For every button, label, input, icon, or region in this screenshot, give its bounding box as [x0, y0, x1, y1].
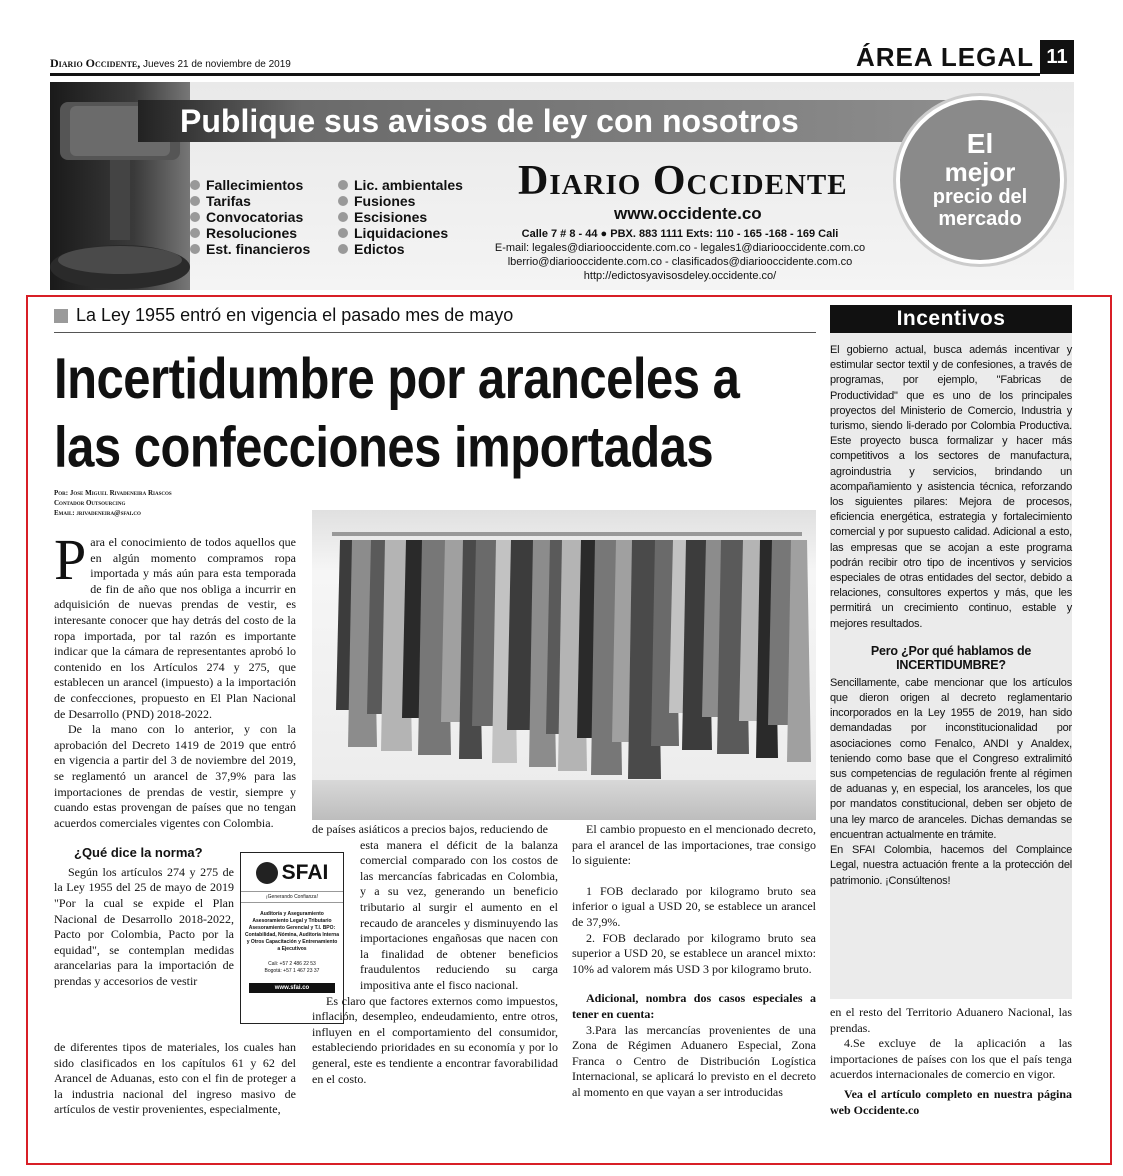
badge-line: mercado	[938, 208, 1022, 230]
web-link[interactable]: http://edictosyavisosdeley.occidente.co/	[583, 270, 777, 282]
byline	[54, 488, 172, 518]
paragraph: El cambio propuesto en el mencionado decreto, para el arancel de las importaciones, trae consigo lo siguiente:	[572, 822, 816, 868]
kicker-square	[54, 309, 68, 323]
list-item: Fusiones	[338, 193, 463, 209]
garments-illustration	[312, 510, 816, 820]
paragraph: 3.Para las mercancías provenientes de una Zona de Régimen Aduanero Especial, Zona Franca o Centro de Distribución Logística Internacional, se aplicará lo previsto en el decreto al momento en que vayan a ser introducidas	[572, 1022, 816, 1099]
email-line-1[interactable]: E-mail: legales@diariooccidente.com.co - legales1@diariooccidente.com.co	[494, 242, 866, 254]
paragraph: en el resto del Territorio Aduanero Nacional, las prendas.	[830, 1005, 1072, 1035]
sidebar-subheading: Pero ¿Por qué hablamos de INCERTIDUMBRE?	[870, 643, 1032, 672]
paragraph: 4.Se excluye de la aplicación a las importaciones de países con los que el país tenga acuerdos internacionales de comercio en vigor.	[830, 1036, 1072, 1082]
article-column-4	[830, 1005, 1072, 1118]
author: Por: Jose Miguel Rivadeneira Riascos	[54, 489, 172, 497]
read-more-cta[interactable]: Vea el artículo completo en nuestra página web Occidente.co	[830, 1086, 1072, 1117]
drop-cap: P	[54, 527, 87, 592]
paragraph-text: ara el conocimiento de todos aquellos que en algún momento compramos ropa importada y más aún para esta temporada de fin de año que nos obliga a incurrir en adquisición de nuevas prendas de vestir, es interesante conocer que hay detrás del costo de la ropa importada, por tal razón es importante indicar que la cámara de representantes aprobó lo contenido en los Artículos 274 y 275, que establecen un arancel (impuesto) a la importación de confecciones, propuesto en El Plan Nacional de Desarrollo (PND) 2018-2022.	[54, 535, 296, 721]
sidebar-title: Incentivos	[830, 305, 1072, 333]
article-column-1-continued	[54, 1040, 296, 1118]
newspaper-url[interactable]: www.occidente.co	[614, 204, 762, 223]
globe-icon	[256, 862, 278, 884]
paragraph: de diferentes tipos de materiales, los cuales han sido clasificados en los capítulos 61 y 62 del Arancel de Aduanas, esto con el fin de proteger a la industria nacional del ingreso masivo de artículos de vestir provenientes, especialmente,	[54, 1040, 296, 1117]
subheading: Adicional, nombra dos casos especiales a tener en cuenta:	[572, 991, 816, 1021]
list-item: Tarifas	[190, 193, 310, 209]
paragraph: El gobierno actual, busca además incentivar y estimular sector textil y de confesiones, a través de programas, por ejemplo, "Fabricas de Productividad" que es uno de los principales proyectos del Ministerio de Comercio, Industria y turismo, siendo li-derado por Colombia Productiva. Este proyecto busca formalizar y hacer más competitivos a los sectores de manufactura, agroindustria y servicios, brindando un acompañamiento y asistencia técnica, reforzando los siguientes pilares: Mejora de procesos, eficiencia energética, estrategia y fortalecimiento comercial y por supuesto calidad. Adicional a esto, las empresas que se acojan a este programa podrán recibir otro tipo de incentivos y servicios especiales de otras entidades del sector, debido a relaciones, consultores expertos y más, que les permitirá un crecimiento continuo, estable y mejores resultados.	[830, 344, 1072, 630]
paragraph	[54, 527, 296, 722]
list-item: Fallecimientos	[190, 177, 310, 193]
newspaper-logo: Diario Occidente	[518, 158, 848, 204]
notice-types-list-1	[190, 177, 310, 257]
sidebar-text	[830, 343, 1072, 889]
email-line-2[interactable]: lberrio@diariooccidente.com.co - clasificados@diariooccidente.com.co	[507, 256, 853, 268]
article-column-2	[312, 822, 558, 1087]
badge-line: El	[966, 128, 994, 159]
masthead	[50, 40, 1074, 76]
badge-line: precio del	[932, 186, 1028, 208]
headline: Incertidumbre por aranceles a las confecciones importadas	[54, 347, 740, 480]
list-item: Lic. ambientales	[338, 177, 463, 193]
list-item: Escisiones	[338, 209, 463, 225]
clothing-rack-photo	[312, 510, 816, 820]
legal-notices-ad	[50, 82, 1074, 290]
paragraph: Es claro que factores externos como impuestos, inflación, desempleo, endeudamiento, entre otros, influyen en el comportamiento del consumidor, estableciendo prioridades en su economía y por lo general, este es tendiente a encontrar favorabilidad en el costo.	[312, 993, 558, 1086]
phone: PBX. 883 1111 Exts: 110 - 165 -168 - 169 Cali	[610, 228, 839, 240]
floor	[312, 780, 816, 820]
section-name: ÁREA LEGAL	[855, 41, 1034, 72]
page-number: 11	[1040, 40, 1074, 74]
section-header	[856, 40, 1074, 74]
list-item: Resoluciones	[190, 225, 310, 241]
notice-types-list-2	[338, 177, 463, 257]
best-price-badge	[896, 96, 1064, 264]
list-item: Est. financieros	[190, 241, 310, 257]
masthead-left	[50, 56, 291, 71]
subheading: ¿Qué dice la norma?	[74, 845, 203, 861]
sfai-brand: SFAI	[281, 861, 329, 884]
paragraph: 1 FOB declarado por kilogramo bruto sea inferior o igual a USD 20, se establece un arancel de 37,9%.	[572, 883, 816, 929]
sfai-phone: Cali: +57 2 486 22 53	[268, 961, 316, 967]
banner-title: Publique sus avisos de ley con nosotros	[138, 100, 958, 142]
kicker-text: La Ley 1955 entró en vigencia el pasado mes de mayo	[76, 305, 514, 325]
paragraph: Sencillamente, cabe mencionar que los artículos que dieron origen al decreto reglamentario incorporados en la Ley 1955 de 2019, han sido demandadas por inconstitucionalidad por asociaciones como Fenalco, ANDI y Analdex, teniendo como base que el Congreso extralimitó sus competencias de regulación frente al régimen de aduanas y, en especial, los aranceles, los que por mandatos constitucional, deben ser objeto de una ley marco de aranceles. Dichas demandas se encuentran actualmente en trámite.	[830, 676, 1072, 841]
address: Calle 7 # 8 - 44	[521, 228, 598, 240]
masthead-rule	[50, 73, 1040, 76]
badge-line: mejor	[944, 157, 1016, 187]
paragraph: de países asiáticos a precios bajos, reduciendo de	[312, 822, 548, 836]
list-item: Edictos	[338, 241, 463, 257]
article-column-3	[572, 822, 816, 1101]
list-item: Convocatorias	[190, 209, 310, 225]
paragraph: En SFAI Colombia, hacemos del Complaince Legal, nuestra actuación frente a la protección del patrimonio. ¡Consúltenos!	[830, 844, 1072, 887]
garment	[787, 540, 811, 762]
sfai-services: Auditoría y Aseguramiento Asesoramiento Legal y Tributario Asesoramiento Gerencial y T.I. BPO: Contabilidad, Nómina, Auditoría Interna y Otros Capacitación y Entrenamiento a Ejecutivos	[245, 911, 339, 952]
issue-date: Jueves 21 de noviembre de 2019	[142, 59, 291, 70]
contact-info: Calle 7 # 8 - 44 ● PBX. 883 1111 Exts: 110 - 165 -168 - 169 Cali E-mail: legales@diariooccidente.com.co - legales1@diariooccidente.com.co lberrio@diariooccidente.com.co - clasificados@diariooccidente.com.co http://edictosyavisosdeley.occidente.co/	[470, 227, 890, 283]
kicker	[54, 305, 513, 326]
paragraph: Según los artículos 274 y 275 de la Ley 1955 del 25 de mayo de 2019 "Por la cual se expide el Plan Nacional de Desarrollo 2018-2022, Pacto por Colombia, Pacto por la equidad", se contemplan medidas arancelarias para la importación de prendas y accesorios de vestir	[54, 864, 234, 989]
sfai-website[interactable]: www.sfai.co	[249, 983, 335, 993]
paragraph: esta manera el déficit de la balanza comercial comparado con los costos de las mercancías fabricadas en Colombia, y a su vez, generando un beneficio tributario al surgir el aumento en el recaudo de aranceles y disminuyendo las importaciones engañosas que nacen con la finalidad de obtener beneficios fraudulentos reduciendo su carga impositiva ante el fisco nacional.	[360, 837, 558, 992]
author-email: Email: jrivadeneira@sfai.co	[54, 509, 141, 517]
paragraph: 2. FOB declarado por kilogramo bruto sea superior a USD 20, se establece un arancel mixto: 10% ad valorem más USD 3 por kilogramo bruto.	[572, 930, 816, 976]
sfai-tagline: ¡Generando Confianza!	[241, 891, 343, 903]
paragraph: De la mano con lo anterior, y con la aprobación del Decreto 1419 de 2019 que entró en vigencia a partir del 3 de noviembre del 2019, se reglamentó un arancel de 37,9% para las importaciones de prendas de vestir, siempre y cuando estas provengan de países que no tengan acuerdos comerciales vigentes con Colombia.	[54, 722, 296, 830]
kicker-rule	[54, 332, 816, 333]
author-role: Contador Outsourcing	[54, 499, 126, 507]
paper-name: Diario Occidente,	[50, 56, 141, 70]
sfai-phone: Bogotá: +57 1 467 23 37	[264, 968, 320, 974]
list-item: Liquidaciones	[338, 225, 463, 241]
